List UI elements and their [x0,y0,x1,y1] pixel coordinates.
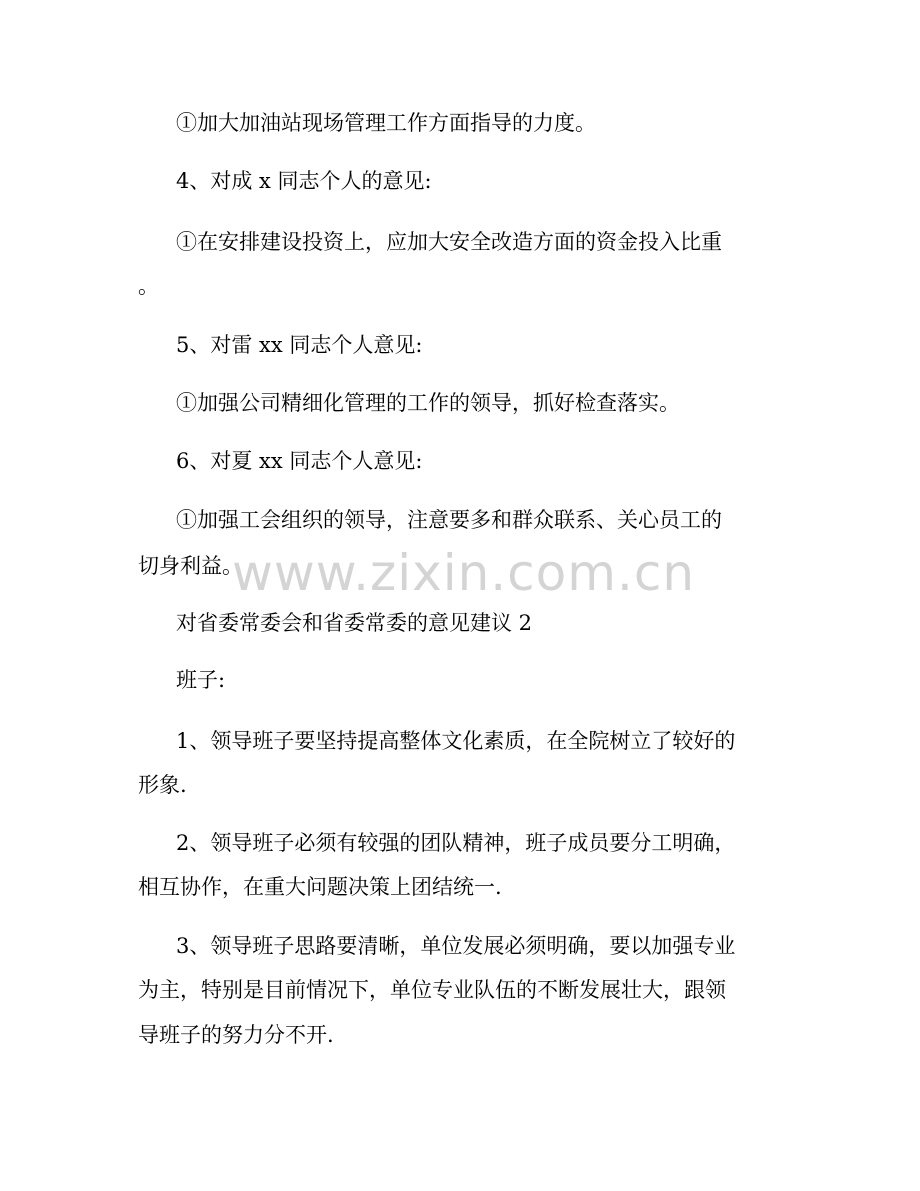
paragraph-continuation: 相互协作，在重大问题决策上团结统一. [138,875,502,899]
paragraph: 2、领导班子必须有较强的团队精神，班子成员要分工明确， [176,831,736,855]
paragraph: 班子: [176,668,226,692]
paragraph-continuation: 。 [138,274,159,298]
paragraph: 4、对成 x 同志个人的意见: [176,169,432,193]
paragraph: 3、领导班子思路要清晰，单位发展必须明确，要以加强专业 [176,934,736,958]
paragraph: 1、领导班子要坚持提高整体文化素质，在全院树立了较好的 [176,729,736,753]
paragraph-continuation: 为主，特别是目前情况下，单位专业队伍的不断发展壮大，跟领 [138,978,726,1002]
paragraph: ①加强工会组织的领导，注意要多和群众联系、关心员工的 [176,508,722,532]
paragraph: ①在安排建设投资上，应加大安全改造方面的资金投入比重 [176,230,722,254]
paragraph: ①加强公司精细化管理的工作的领导，抓好检查落实。 [176,391,680,415]
watermark: www.zixin.com.cn [232,544,696,602]
paragraph: 5、对雷 xx 同志个人意见: [176,333,423,357]
section-heading: 对省委常委会和省委常委的意见建议 2 [176,611,533,635]
paragraph-continuation: 切身利益。 [138,554,243,578]
paragraph: ①加大加油站现场管理工作方面指导的力度。 [176,111,596,135]
paragraph-continuation: 导班子的努力分不开. [138,1023,334,1047]
paragraph-continuation: 形象. [138,773,187,797]
paragraph: 6、对夏 xx 同志个人意见: [176,449,423,473]
